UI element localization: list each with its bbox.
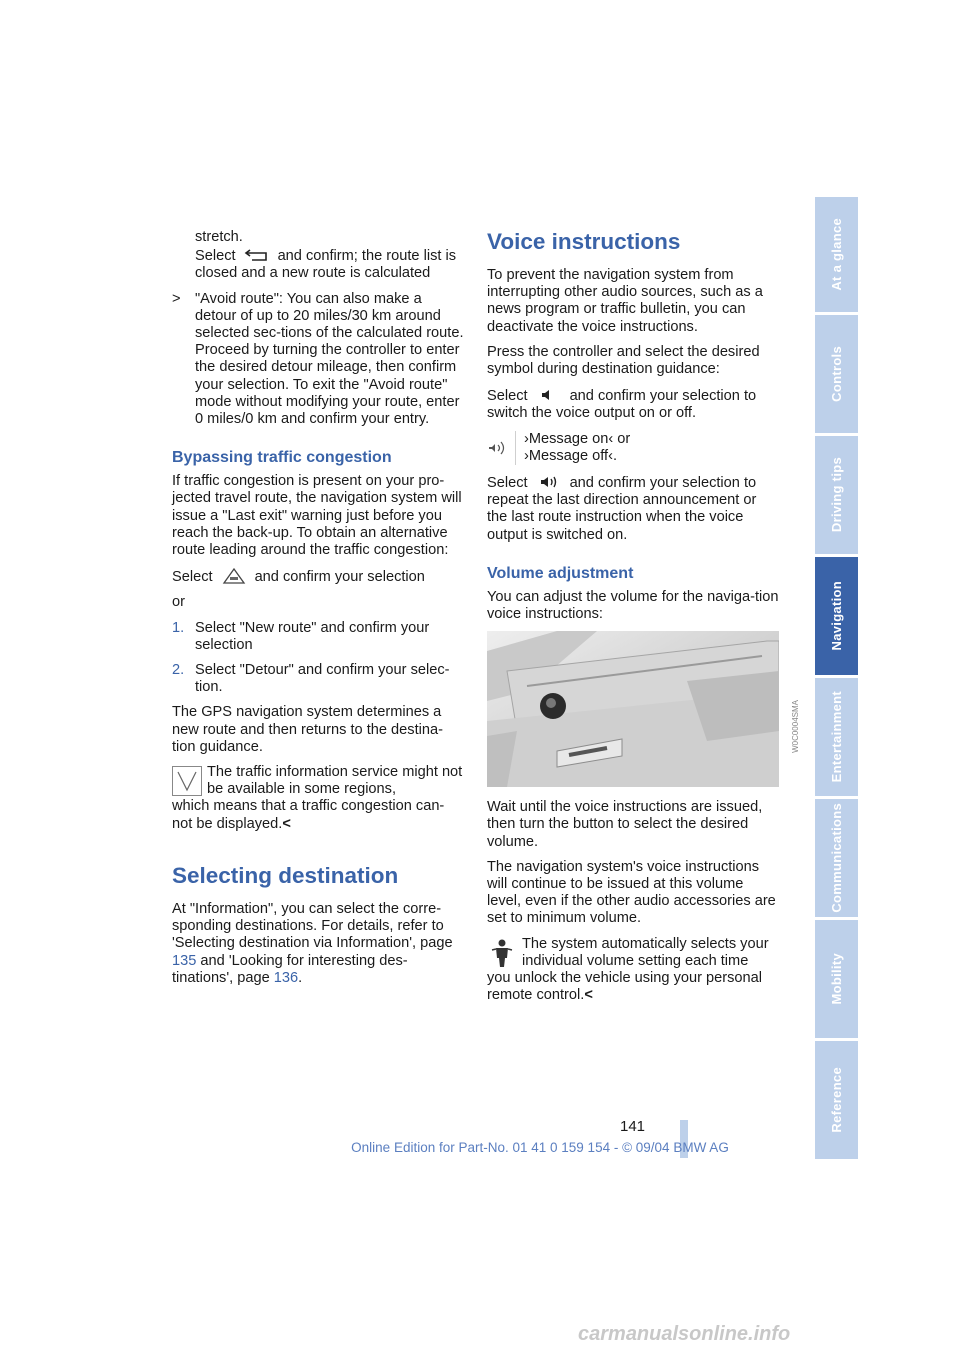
intro-block: [172, 229, 464, 283]
step-number: 2.: [172, 662, 185, 679]
list-marker: >: [172, 290, 181, 307]
step-text: Select "Detour" and confirm your selec-tion.: [195, 662, 450, 696]
select-label: Select: [487, 388, 528, 405]
tab-navigation[interactable]: [815, 557, 858, 675]
note-end-mark: <: [584, 987, 593, 1004]
tab-label: Communications: [828, 803, 844, 913]
select-back-text: and confirm; the route list is closed and a new route is calculated: [195, 248, 457, 282]
step-text: Select "New route" and confirm your selection: [195, 619, 430, 653]
section-tabs: [815, 197, 858, 1162]
selecting-heading: Selecting destination: [172, 862, 399, 888]
tab-driving-tips[interactable]: [815, 436, 858, 554]
gps-paragraph: The GPS navigation system determines a new route and then returns to the destina-tion guidance.: [172, 704, 443, 755]
speaker-repeat-icon: [536, 473, 562, 491]
selecting-text-b: and 'Looking for interesting des-tinations', page: [172, 952, 408, 986]
note-block: [487, 936, 779, 1005]
bypass-paragraph: If traffic congestion is present on your pro-jected travel route, the navigation system will issue a "Last exit" warning just before you reach the back-up. To obtain an alternative route leading around the traffic congestion:: [172, 473, 462, 559]
tab-label: Mobility: [828, 953, 844, 1005]
left-column: [172, 229, 464, 995]
selecting-paragraph: [172, 901, 464, 987]
page-link-135[interactable]: 135: [172, 952, 197, 969]
tab-label: Entertainment: [828, 691, 844, 783]
voice-paragraph-2: Press the controller and select the desired symbol during destination guidance:: [487, 343, 760, 378]
tab-at-a-glance[interactable]: [815, 197, 858, 312]
tab-label: At a glance: [828, 218, 844, 291]
voice-paragraph-1: To prevent the navigation system from interrupting other audio sources, such as a news program or traffic bulletin, you can deactivate the voice instructions.: [487, 267, 763, 335]
image-code: W0C0004SMA: [791, 700, 800, 753]
note-arrow-icon: [172, 766, 202, 796]
note-text-rest: which means that a traffic congestion can-not be displayed.: [172, 798, 445, 832]
note-text-first: The traffic information service might not be available in some regions,: [207, 764, 463, 798]
volume-paragraph-1: You can adjust the volume for the naviga-tion voice instructions:: [487, 588, 779, 623]
tab-entertainment[interactable]: [815, 678, 858, 796]
select-congestion-text: and confirm your selection: [254, 569, 425, 586]
voice-message-icon: [487, 431, 516, 465]
intro-text: stretch.: [195, 229, 243, 245]
back-arrow-icon: [244, 246, 270, 264]
tab-communications[interactable]: [815, 799, 858, 917]
tab-label: Driving tips: [828, 457, 844, 533]
volume-heading: Volume adjustment: [487, 564, 634, 582]
page-number: 141: [620, 1118, 646, 1135]
avoid-route-text: "Avoid route": You can also make a detour of up to 20 miles/30 km around selected sec-tions of the calculated route. Proceed by turning the controller to enter the desired detour mileage, then confirm your selection. To exit the "Avoid route" mode without modifying your route, enter 0 miles/0 km and confirm your entry.: [195, 290, 464, 428]
tab-label: Reference: [828, 1067, 844, 1133]
speaker-mute-icon: [536, 386, 562, 404]
note-end-mark: <: [282, 815, 291, 832]
volume-paragraph-2: Wait until the voice instructions are issued, then turn the button to select the desired volume.: [487, 799, 763, 850]
avoid-route-item: [172, 291, 464, 429]
right-column: [487, 229, 779, 1012]
message-options: [487, 431, 779, 465]
note-block: [172, 764, 464, 833]
tab-label: Navigation: [828, 581, 844, 651]
selecting-text-a: At "Information", you can select the corre-sponding destinations. For details, refer to 'Selecting destination via Information', page: [172, 900, 453, 952]
volume-paragraph-3: The navigation system's voice instructions will continue to be issued at this volume level, even if the other audio accessories are set to minimum volume.: [487, 858, 776, 927]
select-repeat-text: and confirm your selection to repeat the last direction announcement or the last route instruction when the voice output is switched on.: [487, 475, 757, 543]
selecting-text-c: .: [298, 969, 303, 986]
traffic-jam-warning-icon: [221, 567, 247, 585]
select-mute-text: and confirm your selection to switch the voice output on or off.: [487, 388, 757, 422]
note-text-rest: you unlock the vehicle using your personal remote control.: [487, 970, 763, 1004]
volume-knob-photo: [487, 631, 779, 787]
or-text: or: [172, 594, 185, 611]
select-label: Select: [487, 475, 528, 492]
tab-label: Controls: [828, 346, 844, 402]
tab-mobility[interactable]: [815, 920, 858, 1038]
message-off-option: ›Message off‹.: [524, 447, 618, 464]
select-label: Select: [195, 248, 236, 265]
select-label: Select: [172, 569, 213, 586]
tab-controls[interactable]: [815, 315, 858, 433]
message-on-option: ›Message on‹ or: [524, 430, 631, 447]
note-text-first: The system automatically selects your individual volume setting each time: [522, 935, 769, 969]
voice-heading: Voice instructions: [487, 229, 681, 254]
list-item: [172, 620, 464, 654]
person-key-icon: [487, 938, 517, 968]
step-number: 1.: [172, 619, 185, 636]
bypass-heading: Bypassing traffic congestion: [172, 449, 392, 467]
site-watermark: carmanualsonline.info: [578, 1323, 791, 1345]
footer-edition: Online Edition for Part-No. 01 41 0 159 154 - © 09/04 BMW AG: [351, 1140, 729, 1155]
list-item: [172, 662, 464, 696]
page-link-136[interactable]: 136: [273, 969, 299, 986]
